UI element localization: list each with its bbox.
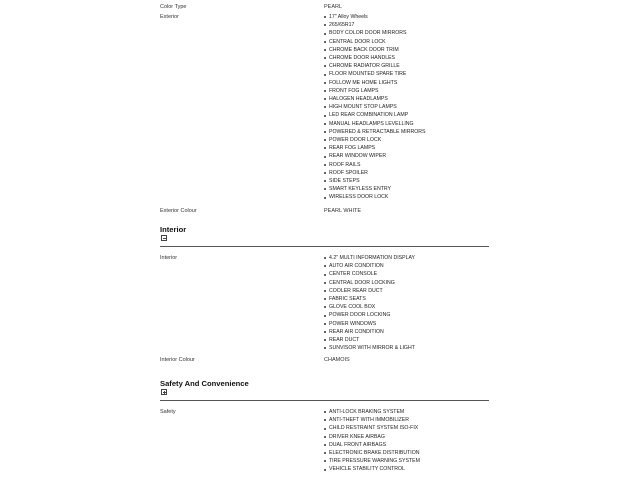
list-item: LED REAR COMBINATION LAMP (324, 111, 425, 119)
list-item: TIRE PRESSURE WARNING SYSTEM (324, 457, 420, 465)
safety-divider (160, 400, 489, 401)
list-item: ANTI-THEFT WITH IMMOBILIZER (324, 416, 420, 424)
color-type-value: PEARL (324, 4, 343, 10)
list-item: POWER DOOR LOCKING (324, 311, 415, 319)
list-item: REAR FOG LAMPS (324, 144, 425, 152)
list-item: ROOF SPOILER (324, 169, 425, 177)
exterior-colour-label: Exterior Colour (160, 208, 197, 214)
list-item: POWER WINDOWS (324, 320, 415, 328)
list-item: 265/65R17 (324, 21, 425, 29)
list-item: SMART KEYLESS ENTRY (324, 185, 425, 193)
safety-section-title: Safety And Convenience (160, 379, 249, 388)
exterior-feature-list (324, 13, 425, 202)
list-item: AUTO AIR CONDITION (324, 262, 415, 270)
interior-section-title: Interior (160, 225, 187, 234)
list-item: POWERED & RETRACTABLE MIRRORS (324, 128, 425, 136)
list-item: CHROME BACK DOOR TRIM (324, 46, 425, 54)
list-item: CHILD RESTRAINT SYSTEM ISO-FIX (324, 424, 420, 432)
list-item: ROOF RAILS (324, 161, 425, 169)
list-item: CENTRAL DOOR LOCKING (324, 279, 415, 287)
list-item: GLOVE COOL BOX (324, 303, 415, 311)
exterior-colour-value: PEARL WHITE (324, 208, 362, 214)
list-item: ELECTRONIC BRAKE DISTRIBUTION (324, 449, 420, 457)
list-item: FABRIC SEATS (324, 295, 415, 303)
color-type-label: Color Type (160, 4, 187, 10)
interior-feature-list (324, 254, 415, 352)
list-item: CENTER CONSOLE (324, 270, 415, 278)
interior-collapse-icon[interactable] (161, 235, 167, 241)
interior-colour-label: Interior Colour (160, 357, 195, 363)
list-item: WIRELESS DOOR LOCK (324, 193, 425, 201)
safety-feature-list (324, 408, 420, 474)
interior-colour-value: CHAMOIS (324, 357, 350, 363)
interior-divider (160, 246, 489, 247)
list-item: REAR AIR CONDITION (324, 328, 415, 336)
exterior-label: Exterior (160, 14, 179, 20)
list-item: REAR DUCT (324, 336, 415, 344)
list-item: DUAL FRONT AIRBAGS (324, 441, 420, 449)
list-item: 17" Alloy Wheels (324, 13, 425, 21)
list-item: REAR WINDOW WIPER (324, 152, 425, 160)
list-item: ANTI-LOCK BRAKING SYSTEM (324, 408, 420, 416)
list-item: FOLLOW ME HOME LIGHTS (324, 79, 425, 87)
list-item: 4.2" MULTI INFORMATION DISPLAY (324, 254, 415, 262)
list-item: CHROME DOOR HANDLES (324, 54, 425, 62)
list-item: SIDE STEPS (324, 177, 425, 185)
list-item: MANUAL HEADLAMPS LEVELLING (324, 120, 425, 128)
list-item: BODY COLOR DOOR MIRRORS (324, 29, 425, 37)
list-item: POWER DOOR LOCK (324, 136, 425, 144)
list-item: HALOGEN HEADLAMPS (324, 95, 425, 103)
safety-expand-icon[interactable] (161, 389, 167, 395)
list-item: CHROME RADIATOR GRILLE (324, 62, 425, 70)
list-item: VEHICLE STABILITY CONTROL (324, 465, 420, 473)
list-item: CENTRAL DOOR LOCK (324, 38, 425, 46)
list-item: DRIVER KNEE AIRBAG (324, 433, 420, 441)
interior-label: Interior (160, 255, 178, 261)
list-item: COOLER REAR DUCT (324, 287, 415, 295)
list-item: HIGH MOUNT STOP LAMPS (324, 103, 425, 111)
list-item: SUNVISOR WITH MIRROR & LIGHT (324, 344, 415, 352)
safety-label: Safety (160, 409, 176, 415)
list-item: FLOOR MOUNTED SPARE TIRE (324, 70, 425, 78)
list-item: FRONT FOG LAMPS (324, 87, 425, 95)
